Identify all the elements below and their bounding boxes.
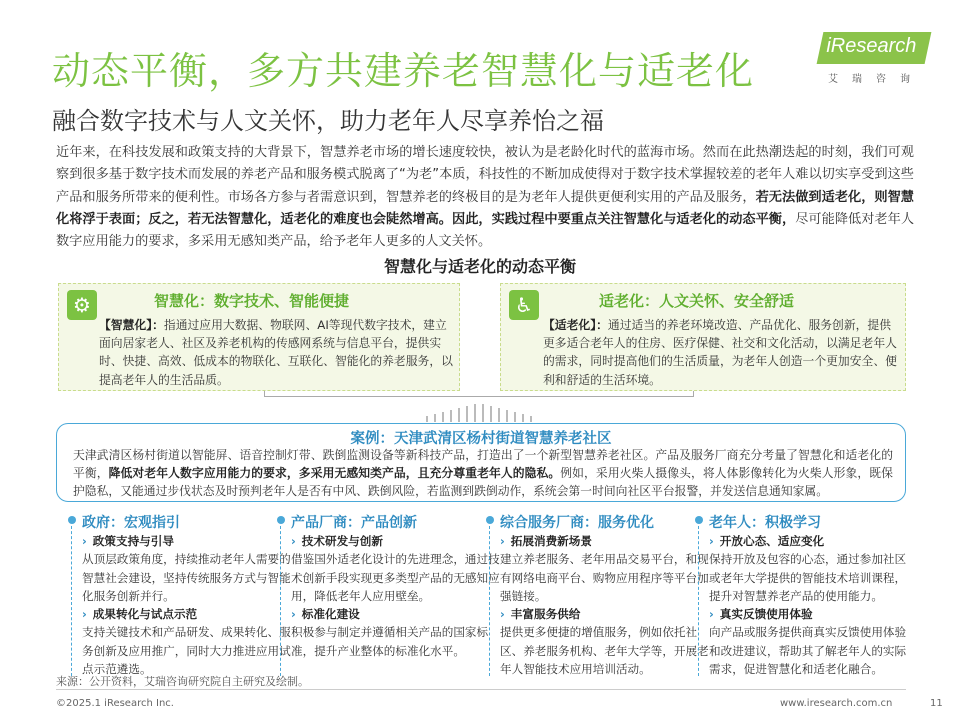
column-line [489,526,490,676]
diagram-title: 智慧化与适老化的动态平衡 [383,257,576,276]
logo-text: iResearch [826,35,917,57]
case-box [56,423,906,502]
copyright: ©2025.1 iResearch Inc. [56,698,174,709]
column-subhead: › 开放心态、适应变化 [709,534,825,548]
column-subhead: › 标准化建设 [291,607,360,622]
intro-text-1: 近年来，在科技发展和政策支持的大背景下，智慧养老市场的增长速度较快，被认为是老龄化时代的蓝海市场。然而在此热潮迭起的时刻，我们可观察到很多基于数字技术而发展的养老产品和服务模式脱离了“为老”本质，科技性的不断加成使得对于数字技术掌握较差的老年人难以切实享受到这些产品和服务所带来的便利性。市场各方参与者需意识到，智慧养老的终极目的是为老年人提供更便利实用的产品及服务， [56,145,914,205]
column-desc: 提供更多便捷的增值服务，例如依托社区、养老服务机构、老年大学等，开展老年人智能技术应用培训活动。 [500,625,709,677]
column-head: 综合服务厂商：服务优化 [500,515,654,531]
column-desc: 保持开放及包容的心态，通过参加社区或老年大学提供的智能技术培训课程，提升对智慧养老产品的使用能力。 [709,552,907,603]
column-desc: 向产品或服务提供商真实反馈使用体验和改进建议，帮助其了解老年人的实际需求，促进智慧化和适老化融合。 [709,625,907,677]
column-desc: 建立养老服务、老年用品交易平台，和现有网络电商平台、购物应用程序等平台加强链接。 [500,552,709,603]
column-desc: 借鉴国外适老化设计的先进理念，通过技术创新手段实现更多类型产品的无感知应用，降低老年人应用壁垒。 [291,552,500,603]
case-body [73,446,893,500]
website-link[interactable]: www.iresearch.com.cn [780,698,893,709]
smart-panel-tag: 【智慧化】： [99,318,164,332]
logo-cn: 艾瑞咨询 [828,74,924,85]
aging-panel-title: 适老化：人文关怀、安全舒适 [599,292,795,310]
balance-bracket [264,396,694,397]
page-subtitle: 融合数字技术与人文关怀，助力老年人尽享养怡之福 [52,107,604,135]
column-desc: 积极参与制定并遵循相关产品的国家标准，提升产业整体的标准化水平。 [291,625,489,658]
aging-panel-body [543,316,899,389]
column-dot [695,516,703,524]
column-subhead: › 技术研发与创新 [291,534,383,548]
column-elderly [709,512,909,678]
column-desc: 支持关键技术和产品研发、成果转化、服务创新及应用推广，同时大力推进应用试点示范遴选。 [82,625,291,677]
aging-panel-text: 通过适当的养老环境改造、产品优化、服务创新，提供更多适合老年人的住房、医疗保健、社交和文化活动，以满足老年人的需求，同时提高他们的生活质量，为老年人创造一个更加安全、便利和舒适的生活环境。 [543,318,897,387]
case-bold: 降低对老年人数字应用能力的要求，多采用无感知类产品，且充分尊重老年人的隐私。 [108,466,561,480]
column-dot [68,516,76,524]
intro-paragraph [56,142,914,253]
column-manufacturer [291,512,503,660]
page-title: 动态平衡，多方共建养老智慧化与适老化 [52,49,755,93]
source-note: 来源：公开资料，艾瑞咨询研究院自主研究及绘制。 [56,675,309,688]
column-head: 产品厂商：产品创新 [291,515,417,531]
column-desc: 从顶层政策角度，持续推动老年人需要的智慧社会建设，坚持传统服务方式与智能化服务创新并行。 [82,552,291,603]
column-subhead: › 成果转化与试点示范 [82,607,198,622]
elderly-person-icon: ♿ [509,290,539,320]
case-text-1: 天津武清区杨村街道以智能屏、语音控制灯带、跌倒监测设备等新科技产品，打造出了一个新型智慧养老社区。产品及服务厂商充分考量了智慧化和适老化的平衡， [73,448,893,480]
smart-panel [58,283,460,391]
smart-panel-title: 智慧化：数字技术、智能便捷 [154,292,350,310]
column-text [500,532,712,678]
column-service [500,512,712,678]
column-text [291,532,503,660]
bracket-right-tick [693,391,694,397]
column-head: 政府：宏观指引 [82,515,180,531]
smart-panel-body [99,316,455,389]
aging-panel [500,283,906,391]
column-head: 老年人：积极学习 [709,515,821,531]
column-government [82,512,294,678]
column-subhead: › 真实反馈使用体验 [709,607,813,622]
balance-bars [420,402,540,422]
case-title: 案例：天津武清区杨村街道智慧养老社区 [350,431,612,447]
column-text [709,532,909,678]
column-line [698,526,699,676]
column-text [82,532,294,678]
column-line [71,526,72,676]
aging-panel-tag: 【适老化】： [543,318,608,332]
intro-bold: 若无法做到适老化，则智慧化将浮于表面；反之，若无法智慧化，适老化的难度也会陡然增高。因此，实践过程中要重点关注智慧化与适老化的动态平衡， [56,189,914,227]
smart-panel-text: 指通过应用大数据、物联网、AI等现代数字技术，建立面向居家老人、社区及养老机构的传感网系统与信息平台，提供实时、快捷、高效、低成本的物联化、互联化、智能化的养老服务，以提高老年人的生活品质。 [99,318,453,387]
brain-gear-icon: ⚙ [67,290,97,320]
page-number: 11 [930,698,943,709]
bracket-left-tick [264,391,265,397]
column-subhead: › 政策支持与引导 [82,534,174,548]
column-dot [277,516,285,524]
column-subhead: › 拓展消费新场景 [500,534,592,548]
column-line [280,526,281,676]
column-dot [486,516,494,524]
column-subhead: › 丰富服务供给 [500,607,581,622]
intro-text-2: 尽可能降低对老年人数字应用能力的要求，多采用无感知类产品，给予老年人更多的人文关怀。 [56,211,915,250]
case-text-2: 例如，采用火柴人摄像头，将人体影像转化为火柴人形象，既保护隐私，又能通过步伐状态及时预判老年人是否有中风、跌倒风险，若监测到跌倒动作，系统会第一时间向社区平台报警，并发送信息通知家属。 [73,466,893,498]
iresearch-logo [820,32,932,88]
footer-divider [56,689,906,690]
